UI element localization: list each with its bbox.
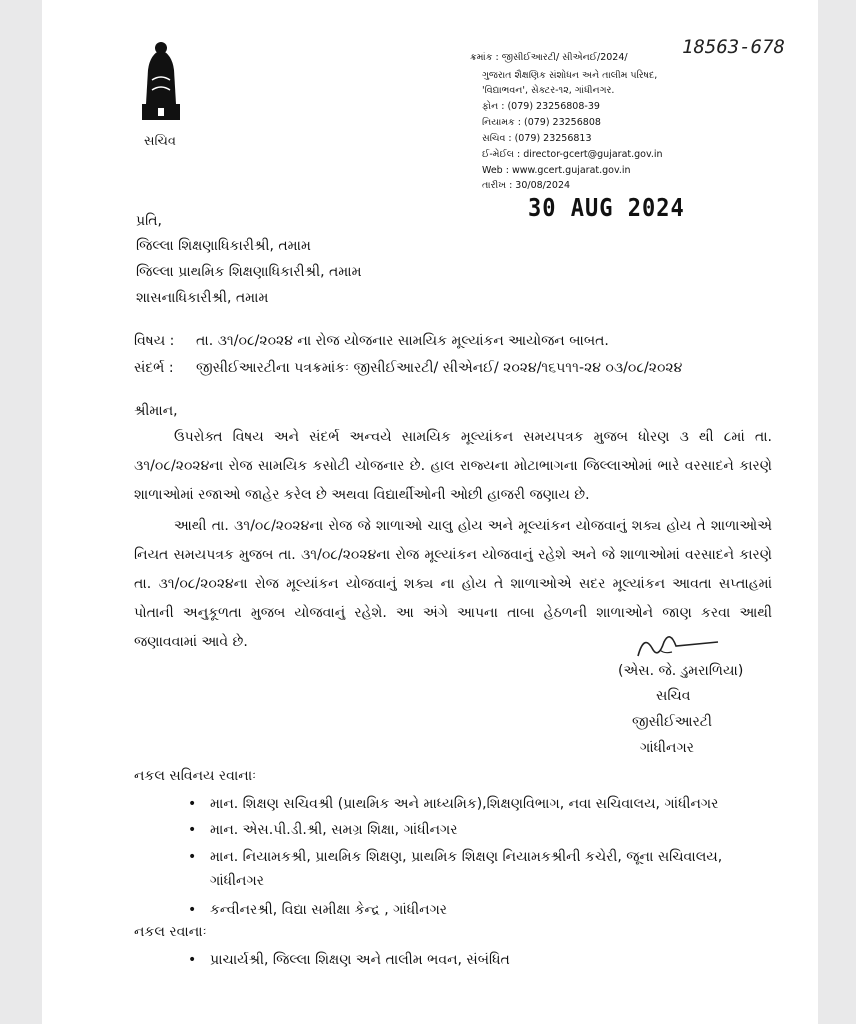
list-item: • કન્વીનરશ્રી, વિદ્યા સમીક્ષા કેન્દ્ર , ગાંધીનગર: [210, 898, 770, 922]
paragraph-2: આથી તા. ૩૧/૦૮/૨૦૨૪ના રોજ જે શાળાઓ ચાલુ હોય અને મૂલ્યાંકન યોજવાનું શક્ય હોય તે શાળાઓએ નિયત સમયપત્રક મુજબ તા. ૩૧/૦૮/૨૦૨૪ના રોજ મૂલ્યાંકન યોજવાનું રહેશે અને જે શાળાઓમાં વરસાદને કારણે તા. ૩૧/૦૮/૨૦૨૪ના રોજ મૂલ્યાંકન યોજવાનું શક્ય ના હોય તે શાળાઓએ સદર મૂલ્યાંકન આવતા સપ્તાહમાં પોતાની અનુકૂળતા મુજબ યોજવાનું રહેશે. આ અંગે આપના તાબા હેઠળની શાળાઓને જાણ કરવા આથી જણાવવામાં આવે છે.: [134, 518, 772, 650]
reference-label: સંદર્ભ :: [134, 360, 174, 376]
recipient-line: જિલ્લા શિક્ષણાધિકારીશ્રી, તમામ: [136, 238, 311, 254]
list-item: • માન. એસ.પી.ડી.શ્રી, સમગ્ર શિક્ષા, ગાંધીનગર: [210, 818, 770, 842]
bullet-icon: •: [188, 849, 197, 865]
org-line-1: ગુજરાત શૈક્ષણિક સંશોધન અને તાલીમ પરિષદ,: [482, 70, 658, 81]
org-line-2: 'વિદ્યાભવન', સેક્ટર-૧૨, ગાંધીનગર.: [482, 85, 615, 96]
copy-label-1: નકલ સવિનય રવાનાઃ: [134, 768, 257, 784]
website: Web : www.gcert.gujarat.gov.in: [482, 165, 631, 176]
list-item: • માન. શિક્ષણ સચિવશ્રી (પ્રાથમિક અને માધ્યમિક),શિક્ષણવિભાગ, નવા સચિવાલય, ગાંધીનગર: [210, 792, 770, 816]
subject-text: તા. ૩૧/૦૮/૨૦૨૪ ના રોજ યોજનાર સામયિક મૂલ્યાંકન આયોજન બાબત.: [196, 333, 609, 349]
recipient-line: જિલ્લા પ્રાથમિક શિક્ષણાધિકારીશ્રી, તમામ: [136, 264, 362, 280]
phone: ફોન : (079) 23256808-39: [482, 101, 600, 112]
prati-label: પ્રતિ,: [136, 213, 162, 229]
letter-page: [42, 0, 818, 1024]
signatory-office: જીસીઈઆરટી: [632, 714, 712, 730]
signatory-designation: સચિવ: [656, 688, 691, 704]
date-stamp: 30 AUG 2024: [528, 194, 685, 223]
copy-label-2: નકલ રવાનાઃ: [134, 924, 207, 940]
emblem-label: સચિવ: [144, 134, 176, 149]
national-emblem-icon: [138, 40, 184, 126]
bullet-icon: •: [188, 952, 197, 968]
bullet-icon: •: [188, 796, 197, 812]
recipient-line: શાસનાધિકારીશ્રી, તમામ: [136, 290, 269, 306]
list-item: • પ્રાચાર્યશ્રી, જિલ્લા શિક્ષણ અને તાલીમ ભવન, સંબંધિત: [210, 948, 770, 972]
reference-text: જીસીઈઆરટીના પત્રક્રમાંકઃ જીસીઈઆરટી/ સીએનઈ/ ૨૦૨૪/૧૬૫૧૧-૨૪ ૦૩/૦૮/૨૦૨૪: [196, 360, 683, 376]
subject-label: વિષય :: [134, 333, 175, 349]
signatory-place: ગાંધીનગર: [640, 740, 694, 756]
signatory-name: (એસ. જે. ડુમરાળિયા): [618, 663, 744, 679]
bullet-icon: •: [188, 822, 197, 838]
paragraph-1: ઉપરોક્ત વિષય અને સંદર્ભ અન્વયે સામયિક મૂલ્યાંકન સમયપત્રક મુજબ ધોરણ ૩ થી ૮માં તા. ૩૧/૦૮/૨૦૨૪ના રોજ સામયિક કસોટી યોજનાર છે. હાલ રાજ્યના મોટાભાગના જિલ્લાઓમાં ભારે વરસાદને કારણે શાળાઓમાં રજાઓ જાહેર કરેલ છે અથવા વિદ્યાર્થીઓની ઓછી હાજરી જણાય છે.: [134, 429, 772, 503]
director-phone: નિયામક : (079) 23256808: [482, 117, 601, 128]
bullet-icon: •: [188, 902, 197, 918]
email: ઈ-મેઈલ : director-gcert@gujarat.gov.in: [482, 149, 663, 160]
secretary-phone: સચિવ : (079) 23256813: [482, 133, 592, 144]
handwritten-reference: 18563-678: [682, 36, 785, 58]
letter-date: તારીખ : 30/08/2024: [482, 180, 571, 191]
signature-scribble: [632, 628, 722, 664]
list-item: • માન. નિયામકશ્રી, પ્રાથમિક શિક્ષણ, પ્રાથમિક શિક્ષણ નિયામકશ્રીની કચેરી, જૂના સચિવાલય, ગાંધીનગર: [210, 845, 770, 893]
salutation: શ્રીમાન,: [134, 403, 178, 419]
reference-number: ક્રમાંક : જીસીઈઆરટી/ સીએનઈ/2024/: [470, 52, 628, 63]
